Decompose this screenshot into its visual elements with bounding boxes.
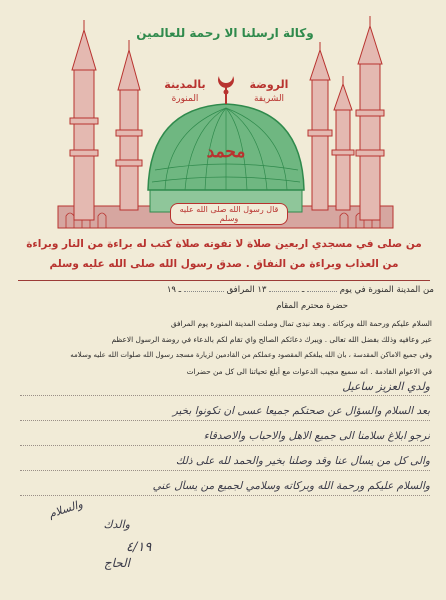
printed-line-3: وفي جميع الاماكن المقدسة ، بان الله يبلغكم المقصود وعملكم من القادمين لزيارة مسجد رسول الله صلوات الله عليه وسلامه xyxy=(70,351,432,359)
minaret-left-inner xyxy=(116,40,142,210)
minaret-right-inner-2 xyxy=(332,76,354,210)
ruled-line xyxy=(20,470,430,471)
handwritten-line-4: والى كل من يسأل عنا وقد وصلنا بخير والحمد لله على ذلك xyxy=(175,455,430,467)
hadith-line-2: من العذاب وبراءة من النفاق . صدق رسول الله صلى الله عليه وسلم xyxy=(49,258,399,270)
label-rawda-sub: الشريفة xyxy=(253,94,285,104)
printed-line-2: عير وعافيه وذلك بفضل الله تعالى . ويبرك دعائكم الصالح واي تقام لكم بالدعاء في روضة الرسول الاعظم xyxy=(111,335,432,344)
handwritten-line-1: ولدي العزيز ساعيل xyxy=(342,380,430,393)
ruled-line xyxy=(20,445,430,446)
date-marker-1: ـ xyxy=(301,285,305,295)
date-line xyxy=(18,285,434,295)
printed-line-4: في الاعوام القادمة . انه سميع مجيب الدعوات مع أبلغ تحياتنا الى كل من حضرات xyxy=(186,367,432,376)
handwritten-line-5: والسلام عليكم ورحمة الله وبركاته وسلامي لجميع من يسأل عني xyxy=(152,480,430,492)
ruled-line xyxy=(20,420,430,421)
date-blank-1 xyxy=(307,291,337,292)
date-marker-3: ١٣ xyxy=(257,285,267,295)
handwritten-line-2: بعد السلام والسؤال عن صحتكم جميعا عسى ان تكونوا بخير xyxy=(172,405,430,417)
separator-rule xyxy=(18,280,430,281)
date-corresponding: المرافق xyxy=(226,285,255,295)
label-city: بالمدينة xyxy=(164,78,206,91)
printed-line-1: السلام عليكم ورحمة الله وبركاته . وبعد نبدى تمال وصلت المدينة المنورة يوم المرافق xyxy=(170,319,432,328)
date-blank-2 xyxy=(269,291,299,292)
address-line: حضرة محترم المقام xyxy=(276,301,348,311)
banner-text: قال رسول الله صلى الله عليه وسلم xyxy=(170,203,288,225)
crescent-icon xyxy=(218,76,234,88)
minaret-right-inner-1 xyxy=(308,42,332,210)
handwritten-line-3: نرجو ابلاغ سلامنا الى جميع الاهل والاحباب والاصدقاء xyxy=(203,430,430,442)
signature-date: ٤/١٩ xyxy=(126,540,152,555)
label-city-sub: المنورة xyxy=(171,94,199,104)
minaret-left-outer xyxy=(70,20,98,220)
closing-father: والدك xyxy=(103,518,130,531)
signature-name: الحاج xyxy=(103,556,130,570)
dome-calligraphy: محمد xyxy=(206,142,246,162)
city-prefix: من المدينة المنورة في يوم xyxy=(339,285,434,295)
date-blank-3 xyxy=(184,291,224,292)
date-year: ١٩ xyxy=(166,285,176,295)
closing-salutation: والسلام xyxy=(47,497,85,521)
ruled-line xyxy=(20,495,430,496)
minaret-right-outer xyxy=(356,16,384,220)
hadith-line-1: من صلى في مسجدي اربعين صلاة لا تفوته صلاة كتب له براءة من النار وبراءة xyxy=(26,238,422,250)
date-marker-4: ـ xyxy=(178,285,182,295)
ruled-line xyxy=(20,395,430,396)
label-rawda: الروضة xyxy=(249,78,289,91)
top-title: وكالة ارسلنا الا رحمة للعالمين xyxy=(136,26,314,40)
